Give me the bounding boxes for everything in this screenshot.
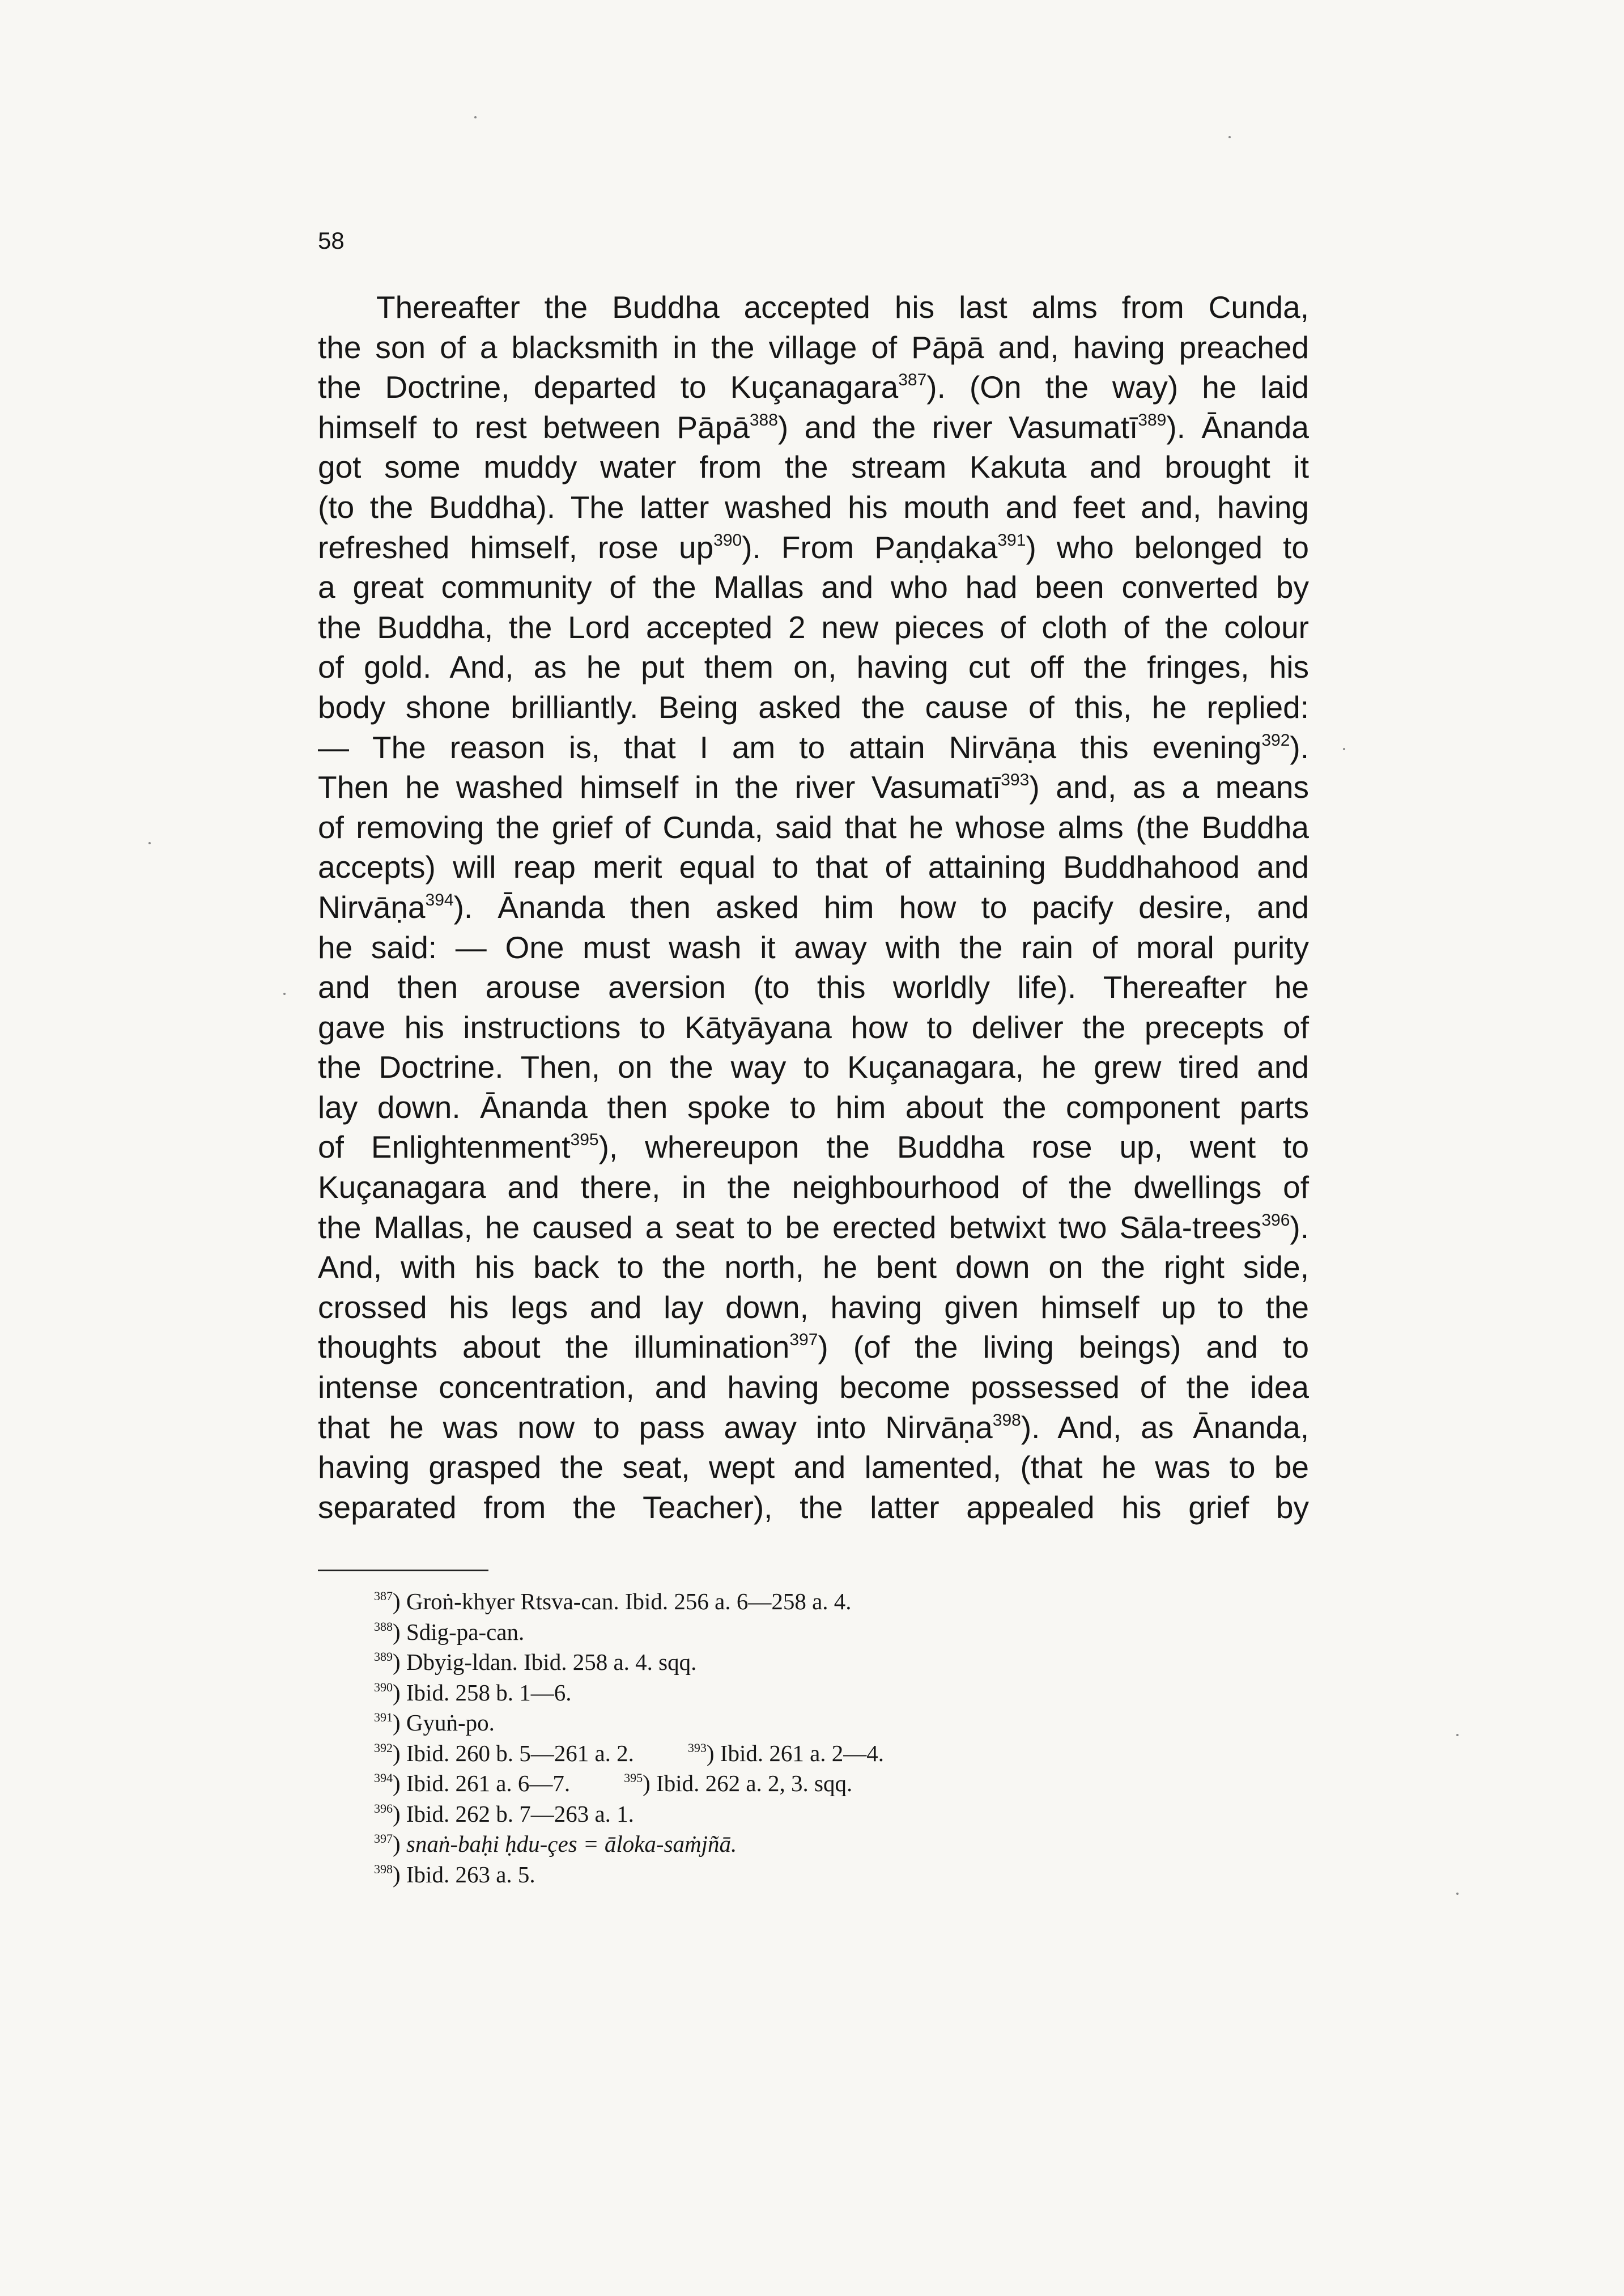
footnote: $^{387}$) Groṅ-khyer Rtsva-can. Ibid. 256 a. 6—258 a. 4. [374, 1588, 852, 1614]
footnote-number: 391 [374, 1710, 393, 1724]
body-line: a great community of the Mallas and who had been converted by [318, 569, 1309, 605]
footnotes [374, 1581, 885, 1887]
footnote-number: 395 [624, 1771, 643, 1785]
scan-speck [1343, 748, 1345, 750]
footnote: $^{388}$) Sdig-pa-can. [374, 1618, 525, 1645]
body-line: having grasped the seat, wept and lamented, (that he was to be [318, 1449, 1309, 1485]
footnote: $^{389}$) Dbyig-ldan. Ibid. 258 a. 4. sqq. [374, 1649, 697, 1675]
body-line: got some muddy water from the stream Kakuta and brought it [318, 449, 1309, 485]
body-line: (to the Buddha). The latter washed his mouth and feet and, having [318, 489, 1309, 525]
footnote-ref: 387 [898, 371, 927, 390]
scan-speck [283, 993, 286, 995]
footnote-number: 392 [374, 1740, 393, 1755]
body-line: body shone brilliantly. Being asked the cause of this, he replied: [318, 689, 1309, 725]
footnote: $^{390}$) Ibid. 258 b. 1—6. [374, 1679, 572, 1706]
body-line: crossed his legs and lay down, having given himself up to the [318, 1289, 1309, 1325]
body-line: the Doctrine, departed to Kuçanagara$^{387}$). (On the way) he laid [318, 369, 1310, 405]
footnote-number: 398 [374, 1861, 393, 1876]
body-line: And, with his back to the north, he bent down on the right side, [318, 1249, 1309, 1285]
footnote-number: 393 [687, 1740, 707, 1755]
footnote-ref: 392 [1261, 730, 1290, 750]
body-line: Then he washed himself in the river Vasumatī$^{393}$) and, as a means [318, 769, 1309, 805]
footnote-ref: 395 [570, 1130, 599, 1150]
footnote-number: 388 [374, 1619, 393, 1634]
scan-speck [1456, 1893, 1459, 1895]
body-line: refreshed himself, rose $up^{390}$). From Paṇḍaka$^{391}$) who belonged to [318, 529, 1310, 565]
body-line: of Enlightenment$^{395}$), whereupon the Buddha rose up, went to [318, 1129, 1309, 1165]
footnote-number: 387 [374, 1589, 393, 1603]
footnote-ref: 396 [1261, 1210, 1290, 1230]
page-number: 58 [318, 227, 345, 254]
footnote: $^{397}$) snaṅ-baḥi ḥdu-çes = āloka-saṁjñā. [374, 1831, 737, 1857]
body-line: — The reason is, that I am to attain Nirvāṇa this evening$^{392}$). [318, 729, 1309, 765]
footnote-italic: snaṅ-baḥi ḥdu-çes = āloka-saṁjñā. [406, 1831, 737, 1857]
footnote: $^{394}$) Ibid. 261 a. 6—7. $^{395}$) Ibid. 262 a. 2, 3. sqq. [374, 1770, 853, 1796]
footnote-number: 397 [374, 1831, 393, 1846]
footnote-number: 394 [374, 1771, 393, 1785]
footnote-ref: 398 [992, 1410, 1021, 1430]
footnote-ref: 388 [749, 410, 778, 430]
body-line: Thereafter the Buddha accepted his last alms from Cunda, [376, 290, 1309, 325]
footnote-ref: 393 [1001, 771, 1030, 790]
body-line: the Buddha, the Lord accepted 2 new pieces of cloth of the colour [318, 609, 1309, 645]
scan-speck [148, 842, 151, 844]
body-line: the Doctrine. Then, on the way to Kuçanagara, he grew tired and [318, 1049, 1309, 1085]
scan-speck [474, 116, 477, 118]
footnote-ref: 390 [713, 530, 742, 550]
footnote-ref: 394 [425, 890, 454, 909]
footnote-number: 390 [374, 1680, 393, 1694]
body-line: thoughts about the illumination$^{397}$) (of the living beings) and to [318, 1329, 1309, 1365]
footnote: $^{392}$) Ibid. 260 b. 5—261 a. 2. $^{393}$) Ibid. 261 a. 2—4. [374, 1740, 885, 1766]
body-text [318, 287, 1309, 1527]
scan-speck [1456, 1734, 1459, 1736]
body-line: intense concentration, and having become possessed of the idea [318, 1370, 1309, 1405]
footnote-ref: 397 [789, 1330, 818, 1350]
footnote-number: 389 [374, 1649, 393, 1664]
footnote-ref: 389 [1138, 410, 1167, 430]
body-line: accepts) will reap merit equal to that of attaining Buddhahood and [318, 849, 1309, 885]
footnote: $^{398}$) Ibid. 263 a. 5. [374, 1861, 535, 1887]
body-line: and then arouse aversion (to this worldly life). Thereafter he [318, 970, 1309, 1005]
footnote-rule [318, 1570, 488, 1571]
body-line: himself to rest between Pāpā$^{388}$) and the river Vasumatī$^{389}$). Ānanda [318, 409, 1309, 445]
body-line: Kuçanagara and there, in the neighbourhood of the dwellings of [318, 1170, 1309, 1205]
body-line: he said: — One must wash it away with the rain of moral purity [318, 929, 1309, 965]
footnote: $^{391}$) Gyuṅ-po. [374, 1710, 495, 1736]
body-line: of removing the grief of Cunda, said that he whose alms (the Buddha [318, 809, 1309, 845]
body-line: gave his instructions to Kātyāyana how to deliver the precepts of [318, 1009, 1309, 1045]
body-line: the son of a blacksmith in the village of Pāpā and, having preached [318, 329, 1309, 365]
body-line: lay down. Ānanda then spoke to him about the component parts [318, 1089, 1309, 1125]
scan-speck [1228, 136, 1231, 138]
body-line: that he was now to pass away into Nirvāṇa$^{398}$). And, as Ānanda, [318, 1409, 1309, 1445]
body-line: the Mallas, he caused a seat to be erected betwixt two Sāla-trees$^{396}$). [318, 1209, 1309, 1245]
body-line: Nirvāṇa$^{394}$). Ānanda then asked him how to pacify desire, and [318, 889, 1309, 925]
body-line: separated from the Teacher), the latter appealed his grief by [318, 1489, 1309, 1525]
footnote: $^{396}$) Ibid. 262 b. 7—263 a. 1. [374, 1800, 634, 1827]
body-line: of gold. And, as he put them on, having cut off the fringes, his [318, 649, 1309, 685]
footnote-number: 396 [374, 1801, 393, 1815]
footnote-ref: 391 [997, 530, 1026, 550]
